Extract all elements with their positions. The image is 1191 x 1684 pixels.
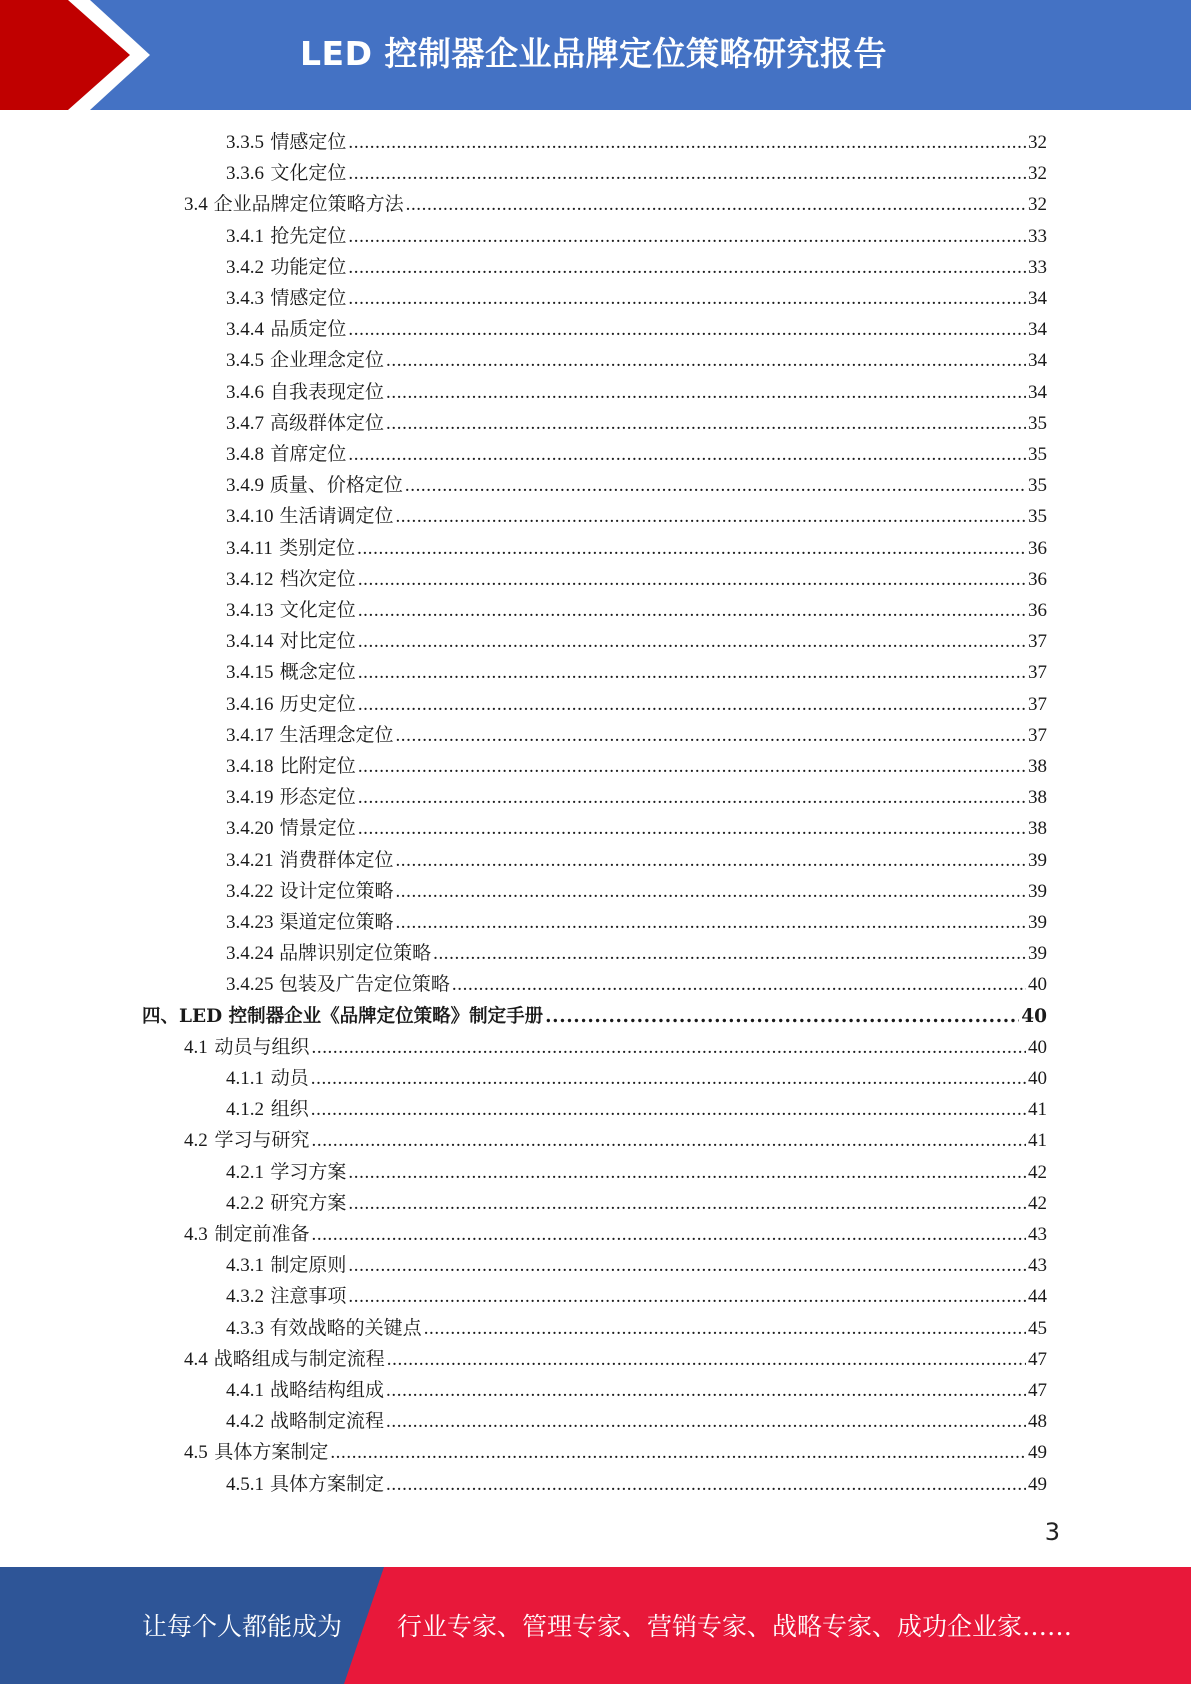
toc-entry-page: 37 xyxy=(1028,631,1047,653)
toc-entry-page: 32 xyxy=(1028,163,1047,185)
toc-entry[interactable] xyxy=(226,470,1047,501)
toc-entry-number: 4.2 xyxy=(184,1130,208,1152)
toc-entry-number: 3.4.6 xyxy=(226,381,264,403)
toc-entry-title: 具体方案制定 xyxy=(214,1442,329,1464)
toc-entry[interactable] xyxy=(226,501,1047,532)
toc-dot-leader xyxy=(358,813,1026,844)
toc-dot-leader xyxy=(358,595,1026,626)
toc-entry-page: 41 xyxy=(1028,1099,1047,1121)
toc-entry-number: 4.4 xyxy=(184,1348,208,1370)
toc-entry[interactable] xyxy=(226,345,1047,376)
toc-entry-title: 学习与研究 xyxy=(214,1130,310,1152)
toc-entry-page: 37 xyxy=(1028,662,1047,684)
toc-entry-page: 33 xyxy=(1028,256,1047,278)
toc-entry[interactable] xyxy=(226,1406,1047,1437)
toc-dot-leader xyxy=(358,751,1026,782)
toc-entry-page: 38 xyxy=(1028,787,1047,809)
toc-dot-leader xyxy=(386,408,1026,439)
toc-entry[interactable] xyxy=(226,221,1047,252)
toc-entry-page: 42 xyxy=(1028,1192,1047,1214)
toc-entry[interactable] xyxy=(184,1344,1047,1375)
toc-entry-page: 40 xyxy=(1028,1068,1047,1089)
toc-dot-leader xyxy=(545,1001,1019,1032)
toc-entry-title: 情感定位 xyxy=(270,132,347,153)
toc-entry[interactable] xyxy=(226,439,1047,470)
toc-entry-title: 组织 xyxy=(270,1099,309,1121)
toc-entry-page: 47 xyxy=(1028,1348,1047,1370)
page-header xyxy=(0,0,1191,110)
toc-entry-title: 设计定位策略 xyxy=(279,880,394,902)
toc-entry[interactable] xyxy=(184,1032,1047,1063)
toc-entry[interactable] xyxy=(226,689,1047,720)
toc-entry-page: 36 xyxy=(1028,568,1047,590)
toc-entry-title: 四、LED 控制器企业《品牌定位策略》制定手册 xyxy=(142,1005,544,1027)
toc-entry-page: 47 xyxy=(1028,1380,1047,1401)
toc-dot-leader xyxy=(358,689,1026,720)
toc-entry[interactable] xyxy=(142,1001,1047,1032)
toc-entry-title: 文化定位 xyxy=(279,600,356,621)
toc-entry-title: 生活理念定位 xyxy=(279,724,394,746)
toc-dot-leader xyxy=(311,1094,1026,1125)
toc-entry[interactable] xyxy=(184,1219,1047,1250)
toc-entry-page: 44 xyxy=(1028,1286,1047,1308)
toc-entry-page: 39 xyxy=(1028,849,1047,871)
toc-entry-page: 33 xyxy=(1028,225,1047,247)
toc-entry-number: 3.4.17 xyxy=(226,724,274,746)
toc-entry-number: 4.3.1 xyxy=(226,1255,264,1277)
toc-entry-title: 高级群体定位 xyxy=(270,412,385,434)
toc-dot-leader xyxy=(358,564,1026,595)
toc-entry[interactable] xyxy=(226,813,1047,844)
toc-entry-number: 3.4.22 xyxy=(226,880,274,902)
toc-entry-page: 32 xyxy=(1028,194,1047,216)
toc-entry-number: 4.4.1 xyxy=(226,1380,264,1401)
toc-dot-leader xyxy=(395,845,1026,876)
toc-dot-leader xyxy=(348,1157,1026,1188)
toc-entry-page: 42 xyxy=(1028,1161,1047,1183)
toc-entry-number: 3.4.9 xyxy=(226,475,264,497)
toc-entry-title: 自我表现定位 xyxy=(270,381,385,403)
toc-dot-leader xyxy=(386,345,1026,376)
toc-entry-title: 情感定位 xyxy=(270,288,347,309)
toc-entry-number: 4.2.2 xyxy=(226,1192,264,1214)
toc-entry-title: 制定原则 xyxy=(270,1255,347,1277)
toc-dot-leader xyxy=(312,1032,1027,1063)
toc-entry-number: 4.5.1 xyxy=(226,1473,264,1495)
toc-dot-leader xyxy=(311,1063,1026,1094)
toc-entry-page: 35 xyxy=(1028,412,1047,434)
toc-entry[interactable] xyxy=(226,657,1047,688)
toc-entry-title: 品牌识别定位策略 xyxy=(279,943,432,965)
toc-dot-leader xyxy=(348,127,1026,158)
toc-entry[interactable] xyxy=(226,377,1047,408)
toc-entry[interactable] xyxy=(226,1281,1047,1312)
toc-dot-leader xyxy=(395,876,1026,907)
toc-entry-title: 历史定位 xyxy=(279,693,356,715)
toc-entry-number: 3.4.14 xyxy=(226,631,274,653)
toc-entry[interactable] xyxy=(184,189,1047,220)
toc-entry-number: 3.4.20 xyxy=(226,818,274,840)
toc-entry-number: 3.4.12 xyxy=(226,568,274,590)
toc-entry-title: 动员与组织 xyxy=(214,1036,310,1058)
toc-dot-leader xyxy=(348,1250,1026,1281)
toc-entry[interactable] xyxy=(226,1250,1047,1281)
toc-entry-title: 学习方案 xyxy=(270,1161,347,1183)
report-title: LED 控制器企业品牌定位策略研究报告 xyxy=(300,34,887,73)
toc-dot-leader xyxy=(348,314,1026,345)
toc-entry[interactable] xyxy=(226,1313,1047,1344)
toc-dot-leader xyxy=(348,252,1026,283)
toc-entry-page: 34 xyxy=(1028,288,1047,309)
toc-entry[interactable] xyxy=(226,876,1047,907)
toc-entry-page: 39 xyxy=(1028,912,1047,933)
toc-entry[interactable] xyxy=(226,782,1047,813)
toc-entry-title: 战略制定流程 xyxy=(270,1411,385,1433)
header-arrow-graphic xyxy=(0,0,160,110)
toc-entry-title: 抢先定位 xyxy=(270,225,347,247)
toc-entry-title: 功能定位 xyxy=(270,256,347,278)
toc-entry-title: 具体方案制定 xyxy=(270,1473,385,1495)
toc-entry-page: 49 xyxy=(1028,1442,1047,1464)
toc-entry-page: 37 xyxy=(1028,693,1047,715)
toc-dot-leader xyxy=(330,1437,1026,1468)
toc-entry[interactable] xyxy=(226,533,1047,564)
toc-entry-page: 32 xyxy=(1028,132,1047,153)
toc-entry-number: 3.4.19 xyxy=(226,787,274,809)
toc-entry[interactable] xyxy=(226,1157,1047,1188)
toc-dot-leader xyxy=(386,1406,1026,1437)
toc-dot-leader xyxy=(395,720,1026,751)
toc-entry[interactable] xyxy=(226,1188,1047,1219)
arrow-red-shape xyxy=(0,0,130,110)
toc-dot-leader xyxy=(395,501,1026,532)
toc-dot-leader xyxy=(386,1469,1026,1500)
toc-entry-title: 战略结构组成 xyxy=(270,1380,385,1401)
footer-slogan-roles: 行业专家、管理专家、营销专家、战略专家、成功企业家…… xyxy=(397,1612,1073,1641)
toc-entry-page: 36 xyxy=(1028,537,1047,559)
page-number: 3 xyxy=(1044,1518,1060,1546)
toc-dot-leader xyxy=(433,938,1026,969)
toc-entry-title: 比附定位 xyxy=(279,756,356,777)
toc-entry-number: 4.3 xyxy=(184,1224,208,1245)
toc-entry-number: 3.4.24 xyxy=(226,943,274,965)
toc-dot-leader xyxy=(348,1188,1026,1219)
toc-entry-page: 36 xyxy=(1028,600,1047,621)
toc-dot-leader xyxy=(386,377,1026,408)
toc-entry-title: 渠道定位策略 xyxy=(279,912,394,933)
toc-entry-number: 4.2.1 xyxy=(226,1161,264,1183)
toc-entry-page: 40 xyxy=(1028,1036,1047,1058)
toc-dot-leader xyxy=(348,439,1026,470)
toc-entry-title: 品质定位 xyxy=(270,319,347,341)
toc-entry-number: 3.4 xyxy=(184,194,208,216)
toc-entry-number: 3.4.16 xyxy=(226,693,274,715)
toc-entry-title: 类别定位 xyxy=(279,537,356,559)
toc-entry-title: 首席定位 xyxy=(270,444,347,465)
toc-dot-leader xyxy=(348,221,1026,252)
toc-entry[interactable] xyxy=(226,408,1047,439)
toc-entry-title: 消费群体定位 xyxy=(279,849,394,871)
toc-entry-page: 41 xyxy=(1028,1130,1047,1152)
toc-entry-title: 概念定位 xyxy=(279,662,356,684)
toc-entry-number: 3.4.11 xyxy=(226,537,273,559)
toc-entry[interactable] xyxy=(226,1094,1047,1125)
toc-dot-leader xyxy=(405,470,1026,501)
toc-entry[interactable] xyxy=(226,1063,1047,1094)
toc-entry-number: 3.3.5 xyxy=(226,132,264,153)
toc-entry[interactable] xyxy=(226,595,1047,626)
toc-entry-title: 生活请调定位 xyxy=(279,506,394,528)
toc-entry[interactable] xyxy=(226,720,1047,751)
toc-entry-page: 40 xyxy=(1028,974,1047,996)
toc-dot-leader xyxy=(358,782,1026,813)
toc-entry[interactable] xyxy=(226,314,1047,345)
toc-dot-leader xyxy=(386,1375,1026,1406)
toc-dot-leader xyxy=(358,626,1026,657)
toc-dot-leader xyxy=(312,1125,1027,1156)
toc-entry-page: 40 xyxy=(1021,1005,1047,1027)
toc-entry-number: 3.4.4 xyxy=(226,319,264,341)
toc-entry-title: 动员 xyxy=(270,1068,309,1089)
toc-entry-title: 制定前准备 xyxy=(214,1224,310,1245)
toc-entry-number: 3.3.6 xyxy=(226,163,264,185)
toc-entry-page: 35 xyxy=(1028,444,1047,465)
toc-entry-number: 3.4.5 xyxy=(226,350,264,372)
toc-entry-number: 4.1.1 xyxy=(226,1068,264,1089)
toc-entry-title: 情景定位 xyxy=(279,818,356,840)
toc-dot-leader xyxy=(406,189,1026,220)
toc-entry-page: 43 xyxy=(1028,1255,1047,1277)
toc-dot-leader xyxy=(348,1281,1026,1312)
footer-slogan-lead: 让每个人都能成为 xyxy=(142,1612,343,1641)
toc-entry-page: 38 xyxy=(1028,818,1047,840)
toc-entry-number: 3.4.10 xyxy=(226,506,274,528)
toc-dot-leader xyxy=(452,969,1026,1000)
toc-dot-leader xyxy=(387,1344,1026,1375)
toc-entry-page: 48 xyxy=(1028,1411,1047,1433)
toc-entry-page: 45 xyxy=(1028,1317,1047,1339)
toc-entry-number: 3.4.15 xyxy=(226,662,274,684)
toc-entry-title: 质量、价格定位 xyxy=(269,475,403,497)
toc-entry-number: 4.1 xyxy=(184,1036,208,1058)
toc-entry-title: 研究方案 xyxy=(270,1192,347,1214)
toc-entry-title: 企业品牌定位策略方法 xyxy=(213,194,404,216)
toc-entry-number: 4.1.2 xyxy=(226,1099,264,1121)
toc-entry-page: 37 xyxy=(1028,724,1047,746)
toc-entry-number: 3.4.25 xyxy=(226,974,274,996)
toc-entry-title: 企业理念定位 xyxy=(270,350,385,372)
toc-entry[interactable] xyxy=(226,938,1047,969)
toc-entry-number: 3.4.2 xyxy=(226,256,264,278)
toc-entry[interactable] xyxy=(226,751,1047,782)
toc-entry[interactable] xyxy=(226,252,1047,283)
toc-entry-title: 有效战略的关键点 xyxy=(269,1317,422,1339)
toc-entry-title: 档次定位 xyxy=(279,568,356,590)
toc-entry-number: 4.3.2 xyxy=(226,1286,264,1308)
toc-entry-page: 39 xyxy=(1028,943,1047,965)
toc-entry[interactable] xyxy=(226,907,1047,938)
toc-entry-title: 注意事项 xyxy=(270,1286,347,1308)
toc-entry-number: 3.4.8 xyxy=(226,444,264,465)
toc-entry-title: 文化定位 xyxy=(270,163,347,185)
toc-entry[interactable] xyxy=(226,283,1047,314)
toc-dot-leader xyxy=(348,158,1026,189)
toc-entry-number: 3.4.3 xyxy=(226,288,264,309)
toc-entry[interactable] xyxy=(226,626,1047,657)
toc-entry-title: 战略组成与制定流程 xyxy=(213,1348,385,1370)
toc-entry[interactable] xyxy=(184,1437,1047,1468)
toc-dot-leader xyxy=(424,1313,1026,1344)
toc-entry-number: 4.3.3 xyxy=(226,1317,264,1339)
toc-entry[interactable] xyxy=(226,564,1047,595)
toc-entry-page: 35 xyxy=(1028,475,1047,497)
toc-entry-number: 3.4.1 xyxy=(226,225,264,247)
toc-entry[interactable] xyxy=(226,158,1047,189)
toc-entry[interactable] xyxy=(226,127,1047,158)
toc-entry-page: 35 xyxy=(1028,506,1047,528)
toc-entry[interactable] xyxy=(226,845,1047,876)
toc-entry-number: 4.4.2 xyxy=(226,1411,264,1433)
toc-entry-number: 3.4.18 xyxy=(226,756,274,777)
toc-entry-page: 34 xyxy=(1028,350,1047,372)
toc-entry-number: 3.4.23 xyxy=(226,912,274,933)
toc-entry-number: 3.4.7 xyxy=(226,412,264,434)
toc-entry-page: 39 xyxy=(1028,880,1047,902)
toc-entry-page: 34 xyxy=(1028,381,1047,403)
toc-entry-page: 38 xyxy=(1028,756,1047,777)
page-footer xyxy=(0,1567,1191,1684)
toc-entry[interactable] xyxy=(226,969,1047,1000)
toc-entry-page: 43 xyxy=(1028,1224,1047,1245)
toc-entry-number: 3.4.21 xyxy=(226,849,274,871)
toc-dot-leader xyxy=(357,533,1026,564)
toc-entry[interactable] xyxy=(184,1125,1047,1156)
toc-dot-leader xyxy=(395,907,1026,938)
toc-entry-title: 对比定位 xyxy=(279,631,356,653)
toc-entry-number: 3.4.13 xyxy=(226,600,274,621)
toc-entry[interactable] xyxy=(226,1375,1047,1406)
toc-entry-page: 34 xyxy=(1028,319,1047,341)
toc-dot-leader xyxy=(312,1219,1027,1250)
toc-entry-title: 形态定位 xyxy=(279,787,356,809)
toc-entry-page: 49 xyxy=(1028,1473,1047,1495)
toc-dot-leader xyxy=(358,657,1026,688)
toc-entry-title: 包装及广告定位策略 xyxy=(278,974,450,996)
toc-entry[interactable] xyxy=(226,1469,1047,1500)
toc-dot-leader xyxy=(348,283,1026,314)
toc-entry-number: 4.5 xyxy=(184,1442,208,1464)
